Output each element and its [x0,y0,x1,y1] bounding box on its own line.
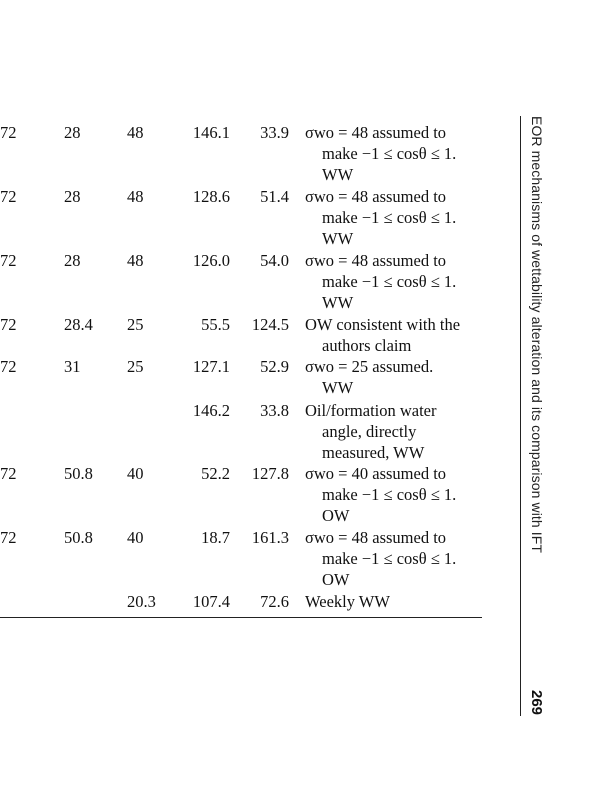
table-cell: 72 [0,464,17,483]
remark-line: WW [322,165,354,184]
table-cell: 72.6 [260,592,289,611]
table-cell: 55.5 [201,315,230,334]
remark-line: authors claim [322,336,412,355]
table-cell: 33.9 [260,123,289,142]
remark-line: WW [322,378,354,397]
table-bottom-rule [0,617,482,618]
table-cell: 51.4 [260,187,289,206]
table-cell: 33.8 [260,401,289,420]
remark-line: angle, directly [322,422,417,441]
remark-line: σwo = 48 assumed to [305,528,447,547]
remark-line: make −1 ≤ cosθ ≤ 1. [322,549,457,568]
remark-line: OW consistent with the [305,315,461,334]
remark-line: Weekly WW [305,592,390,611]
table-cell: 146.1 [192,123,230,142]
table-cell: 127.1 [192,357,230,376]
table-cell: 52.2 [201,464,230,483]
remarks-cell [305,400,490,463]
remark-line: σwo = 48 assumed to [305,187,447,206]
table-cell: 28.4 [64,315,93,334]
remark-line: make −1 ≤ cosθ ≤ 1. [322,272,457,291]
remark-line: Oil/formation water [305,401,437,420]
table-cell: 28 [64,123,81,142]
table-cell: 20.3 [127,592,156,611]
running-header-text: EOR mechanisms of wettability alteration and its comparison with IFT [529,116,545,554]
table-cell: 48 [127,187,144,206]
table-cell: 25 [127,315,144,334]
page-number-text: 269 [528,690,545,716]
table-cell: 72 [0,357,17,376]
table-cell: 52.9 [260,357,289,376]
remarks-cell [305,122,490,185]
remark-line: make −1 ≤ cosθ ≤ 1. [322,144,457,163]
table-cell: 126.0 [192,251,230,270]
page-number [527,690,547,720]
remark-line: σwo = 40 assumed to [305,464,447,483]
table-cell: 107.4 [192,592,230,611]
remarks-cell [305,463,490,526]
remark-line: OW [322,570,350,589]
remarks-cell [305,591,490,612]
table-cell: 48 [127,123,144,142]
table-cell: 128.6 [192,187,230,206]
table-cell: 31 [64,357,81,376]
table-cell: 72 [0,123,17,142]
remarks-cell [305,250,490,313]
table-cell: 40 [127,528,144,547]
margin-rule [520,116,521,716]
table-cell: 146.2 [192,401,230,420]
remark-line: σwo = 48 assumed to [305,123,447,142]
remark-line: make −1 ≤ cosθ ≤ 1. [322,485,457,504]
remark-line: σwo = 25 assumed. [305,357,434,376]
remark-line: WW [322,293,354,312]
table-cell: 48 [127,251,144,270]
remarks-cell [305,314,490,356]
table-cell: 161.3 [251,528,289,547]
remark-line: measured, WW [322,443,425,462]
remarks-cell [305,186,490,249]
table-cell: 40 [127,464,144,483]
remark-line: OW [322,506,350,525]
table-cell: 54.0 [260,251,289,270]
table-cell: 72 [0,315,17,334]
table-cell: 124.5 [251,315,289,334]
remark-line: WW [322,229,354,248]
remarks-cell [305,527,490,590]
table-cell: 72 [0,187,17,206]
running-header [527,116,547,716]
table-cell: 25 [127,357,144,376]
remark-line: make −1 ≤ cosθ ≤ 1. [322,208,457,227]
table-cell: 127.8 [251,464,289,483]
table-cell: 18.7 [201,528,230,547]
table-cell: 72 [0,251,17,270]
table-cell: 28 [64,187,81,206]
table-cell: 50.8 [64,464,93,483]
table-cell: 28 [64,251,81,270]
table-cell: 72 [0,528,17,547]
table-cell: 50.8 [64,528,93,547]
remark-line: σwo = 48 assumed to [305,251,447,270]
remarks-cell [305,356,490,398]
